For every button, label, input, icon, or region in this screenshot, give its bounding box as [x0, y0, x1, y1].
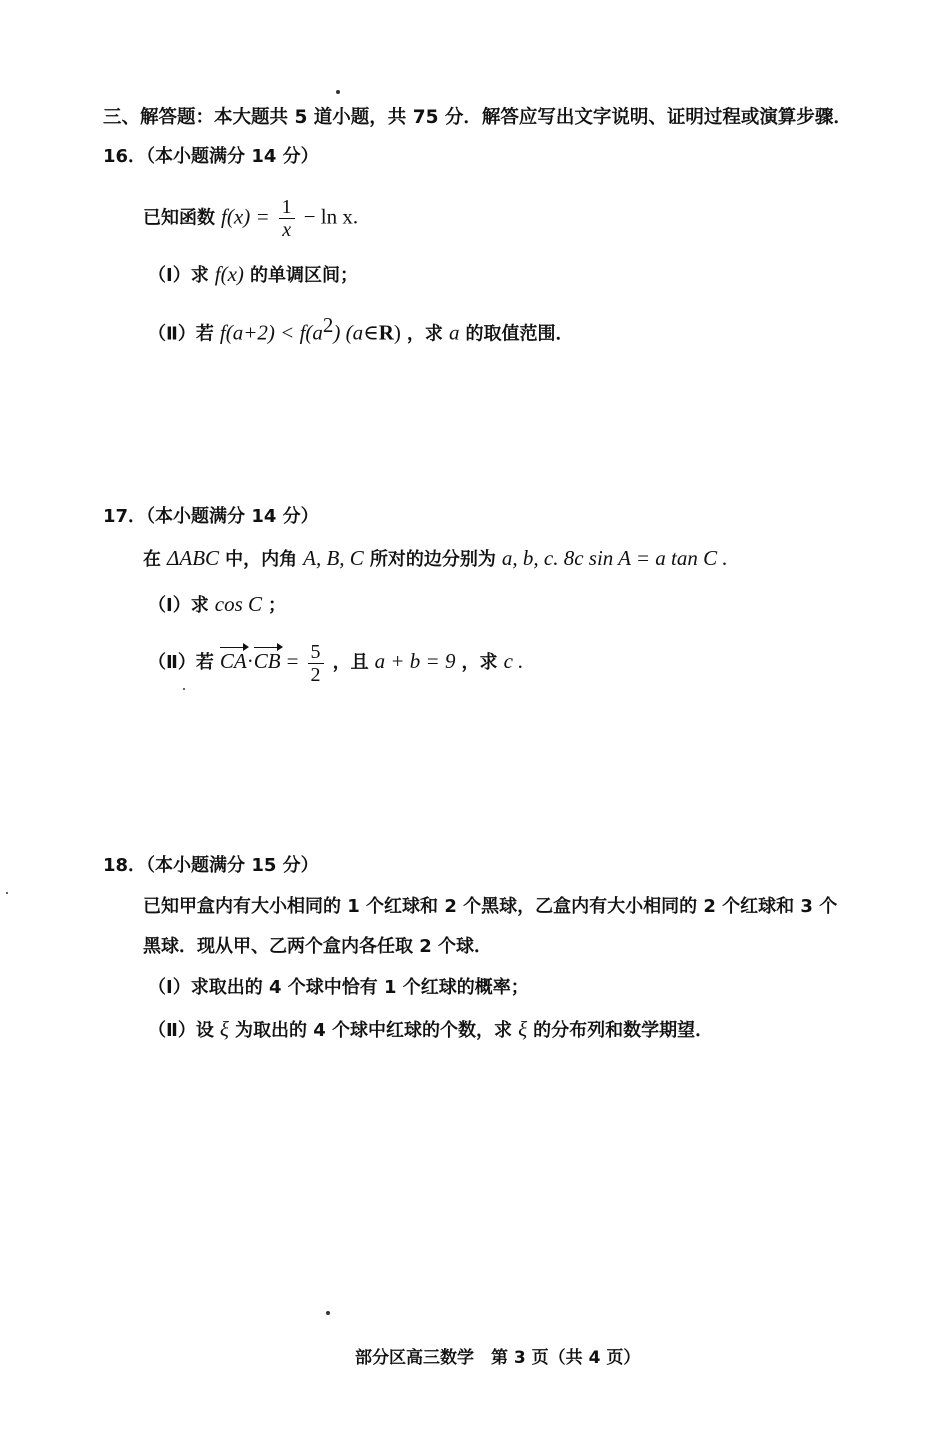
q17-intro-line — [143, 546, 728, 572]
q16-part2-sup: 2 — [322, 313, 334, 337]
q17-part2 — [148, 636, 523, 688]
q17-part2-text: ，且 — [332, 652, 369, 673]
q17-part2-var: c . — [503, 649, 524, 673]
q18-part2-xi2: ξ — [518, 1017, 528, 1041]
q16-f-rhs: − ln x. — [303, 204, 359, 229]
q16-part2-text2: 的取值范围． — [465, 323, 574, 345]
q17-part1-expr: cos C — [214, 592, 262, 616]
q17-sides: a, b, c — [501, 546, 554, 570]
q18-line1: 已知甲盒内有大小相同的 1 个红球和 2 个黑球，乙盒内有大小相同的 2 个红球和 3 个 — [143, 896, 838, 917]
q17-vector-ca: CA — [219, 649, 247, 673]
q17-equals: = — [286, 649, 299, 673]
q17-part1-end: ； — [268, 595, 287, 616]
q17-fraction — [308, 641, 324, 686]
q17-part2-label: （Ⅱ）若 — [148, 652, 214, 673]
q16-part2-label: （Ⅱ）若 — [148, 323, 214, 345]
q17-triangle: ΔABC — [167, 546, 220, 570]
q18-part1: （Ⅰ）求取出的 4 个球中恰有 1 个红球的概率； — [148, 977, 529, 998]
q18-line2: 黑球．现从甲、乙两个盒内各任取 2 个球． — [143, 936, 493, 957]
q16-part2-expr: f(a+2) < f(a — [219, 320, 323, 345]
q16-function-definition — [143, 196, 358, 241]
scan-speck — [326, 1311, 330, 1315]
scan-speck — [183, 688, 185, 690]
q16-part1 — [148, 262, 358, 288]
q18-part2-b: 为取出的 4 个球中红球的个数，求 — [234, 1020, 513, 1041]
q17-header: 17．（本小题满分 14 分） — [103, 506, 319, 527]
q17-part1 — [148, 592, 286, 618]
q16-part1-expr: f(x) — [214, 262, 244, 286]
q16-header: 16．（本小题满分 14 分） — [103, 146, 319, 167]
q16-fraction — [279, 196, 295, 241]
q17-dot: · — [246, 649, 254, 673]
q16-part2-R: R — [378, 320, 394, 345]
q18-part2 — [148, 1017, 713, 1043]
q16-fraction-numerator: 1 — [279, 196, 295, 219]
q18-header: 18．（本小题满分 15 分） — [103, 855, 319, 876]
q17-part2-text2: ，求 — [461, 652, 498, 673]
q16-part2 — [148, 313, 574, 346]
q16-part1-label: （Ⅰ）求 — [148, 265, 209, 286]
q17-intro: 在 — [143, 549, 161, 570]
q17-intro3: 所对的边分别为 — [369, 549, 496, 570]
q16-f-lhs: f(x) = — [221, 204, 270, 229]
scan-speck — [6, 892, 8, 894]
q16-intro: 已知函数 — [143, 207, 215, 229]
q16-part1-text: 的单调区间； — [249, 265, 358, 286]
q16-fraction-denominator: x — [282, 219, 292, 241]
scan-speck — [336, 90, 340, 94]
q16-part2-text: ，求 — [406, 323, 443, 345]
section-heading: 三、解答题：本大题共 5 道小题，共 75 分．解答应写出文字说明、证明过程或演算步骤． — [103, 107, 852, 128]
q16-part2-var: a — [448, 320, 460, 345]
page-footer: 部分区高三数学 第 3 页（共 4 页） — [355, 1348, 641, 1368]
q17-intro2: 中，内角 — [225, 549, 298, 570]
q17-part2-expr: a + b = 9 — [374, 649, 456, 673]
q16-part2-close: ) — [393, 320, 401, 345]
q17-angles: A, B, C — [303, 546, 364, 570]
q16-part2-expr-end: ) (a∈ — [333, 320, 379, 345]
q17-fraction-numerator: 5 — [308, 641, 324, 664]
q17-fraction-denominator: 2 — [310, 663, 321, 686]
q18-part2-a: （Ⅱ）设 — [148, 1020, 214, 1041]
q18-part2-xi: ξ — [219, 1017, 229, 1041]
q17-part1-label: （Ⅰ）求 — [148, 595, 209, 616]
q18-part2-c: 的分布列和数学期望． — [533, 1020, 714, 1041]
q17-vector-cb: CB — [253, 649, 281, 673]
q17-condition: . 8c sin A = a tan C . — [553, 546, 728, 570]
